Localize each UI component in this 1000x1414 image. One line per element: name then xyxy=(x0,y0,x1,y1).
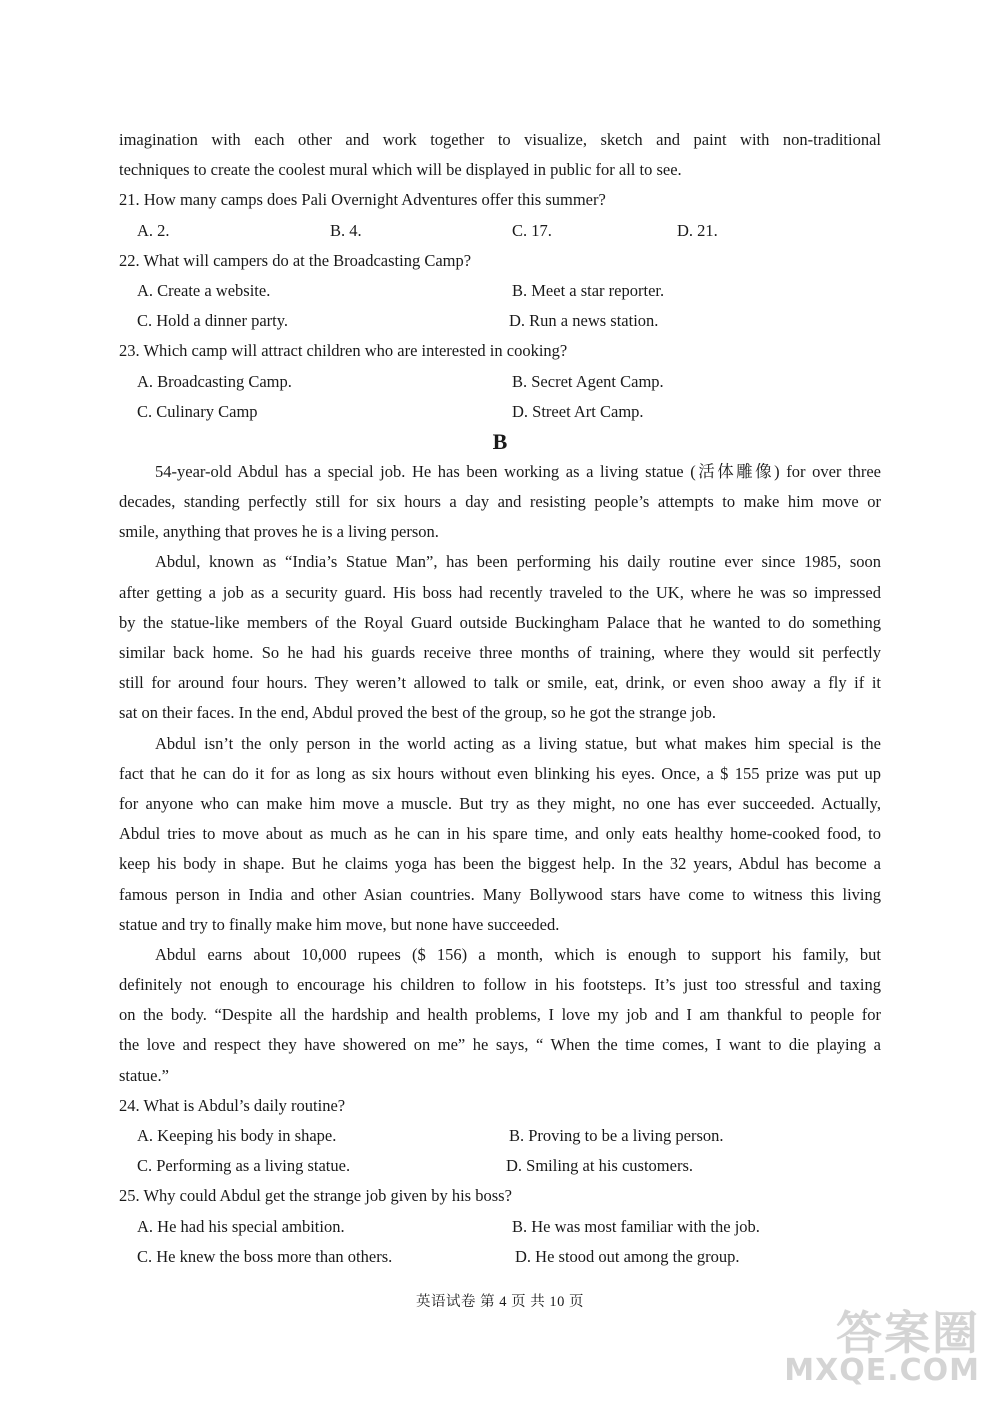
watermark-logo xyxy=(784,1306,980,1388)
watermark-en: MXQE.COM xyxy=(784,1353,980,1388)
text-line: fact that he can do it for as long as six hours without even blinking his eyes. Once, a $ 155 prize was put up xyxy=(119,763,881,783)
watermark-cn: 答案圈 xyxy=(836,1306,980,1360)
option-row xyxy=(119,397,881,427)
question-stem: 22. What will campers do at the Broadcasting Camp? xyxy=(119,250,472,270)
option-row xyxy=(119,306,881,336)
option-b: B. Meet a star reporter. xyxy=(512,280,665,300)
passage-b xyxy=(119,457,881,1091)
text-line: keep his body in shape. But he claims yoga has been the biggest help. In the 32 years, Abdul has become a xyxy=(119,854,881,874)
text-line: definitely not enough to encourage his children to follow in his footsteps. It’s just too stressful and taxing xyxy=(119,975,881,995)
question-stem: 21. How many camps does Pali Overnight Adventures offer this summer? xyxy=(119,190,606,210)
option-row xyxy=(119,1151,881,1181)
option-a: A. Create a website. xyxy=(137,280,271,300)
question-stem: 24. What is Abdul’s daily routine? xyxy=(119,1095,346,1115)
text-line: Abdul isn’t the only person in the world acting as a living statue, but what makes him special is the xyxy=(155,733,881,753)
text-line: similar back home. So he had his guards receive three months of training, where they would sit perfectly xyxy=(119,643,881,662)
question-22 xyxy=(119,246,881,337)
option-c: C. He knew the boss more than others. xyxy=(137,1246,393,1266)
option-row xyxy=(119,1242,881,1272)
option-b: B. Secret Agent Camp. xyxy=(512,371,664,391)
text-line: Abdul tries to move about as much as he can in his spare time, and only eats healthy home-cooked food, to xyxy=(119,824,881,844)
text-line: Abdul, known as “India’s Statue Man”, has been performing his daily routine ever since 1985, soon xyxy=(155,552,881,572)
text-line: 54-year-old Abdul has a special job. He has been working as a living statue (活体雕像) for over three xyxy=(155,461,881,481)
option-row xyxy=(119,367,881,397)
text-line: sat on their faces. In the end, Abdul proved the best of the group, so he got the strange job. xyxy=(119,703,717,723)
option-c: C. 17. xyxy=(512,220,552,240)
text-line: Abdul earns about 10,000 rupees ($ 156) a month, which is enough to support his family, but xyxy=(155,944,881,964)
text-line: famous person in India and other Asian countries. Many Bollywood stars have come to witness this living xyxy=(119,884,881,904)
option-a: A. Broadcasting Camp. xyxy=(137,371,292,391)
text-line: for anyone who can make him move a muscle. But try as they might, no one has ever succeeded. Actually, xyxy=(119,793,881,813)
option-d: D. Run a news station. xyxy=(509,311,659,331)
question-stem: 25. Why could Abdul get the strange job given by his boss? xyxy=(119,1186,512,1206)
option-a: A. Keeping his body in shape. xyxy=(137,1126,337,1145)
text-line: statue and try to finally make him move, but none have succeeded. xyxy=(119,914,560,934)
option-c: C. Culinary Camp xyxy=(137,401,258,421)
passage-a-ending xyxy=(119,125,881,185)
option-c: C. Hold a dinner party. xyxy=(137,311,289,331)
paragraph xyxy=(119,940,881,1091)
option-b: B. 4. xyxy=(330,220,362,240)
option-b: B. Proving to be a living person. xyxy=(509,1126,724,1145)
option-d: D. He stood out among the group. xyxy=(515,1246,740,1266)
option-a: A. He had his special ambition. xyxy=(137,1216,345,1236)
section-title: B xyxy=(492,428,508,454)
option-row xyxy=(119,276,881,306)
paragraph xyxy=(119,729,881,940)
option-d: D. Smiling at his customers. xyxy=(506,1156,693,1176)
question-21 xyxy=(119,185,881,245)
paragraph xyxy=(119,547,881,728)
text-line: on the body. “Despite all the hardship and health problems, I love my job and I am thankful to people for xyxy=(119,1005,881,1025)
text-line: after getting a job as a security guard. His boss had recently traveled to the UK, where he was so impressed xyxy=(119,582,881,602)
question-23 xyxy=(119,336,881,427)
exam-page xyxy=(119,125,881,1272)
option-row xyxy=(119,1212,881,1242)
text-line: the love and respect they have showered on me” he says, “ When the time comes, I want to die playing a xyxy=(119,1035,881,1055)
option-a: A. 2. xyxy=(137,220,170,240)
question-24 xyxy=(119,1091,881,1182)
option-c: C. Performing as a living statue. xyxy=(137,1156,351,1176)
text-line: imagination with each other and work together to visualize, sketch and paint with non-traditional xyxy=(119,130,881,149)
option-d: D. 21. xyxy=(677,220,718,240)
text-line: still for around four hours. They weren’t allowed to talk or smile, eat, drink, or even shoo away a fly if it xyxy=(119,673,881,693)
page-footer: 英语试卷 第 4 页 共 10 页 xyxy=(416,1294,584,1310)
question-25 xyxy=(119,1181,881,1272)
text-line: decades, standing perfectly still for six hours a day and resisting people’s attempts to make him move or xyxy=(119,492,881,512)
option-d: D. Street Art Camp. xyxy=(512,401,644,421)
option-b: B. He was most familiar with the job. xyxy=(512,1216,760,1236)
option-row xyxy=(119,1121,881,1151)
paragraph xyxy=(119,457,881,548)
text-line: statue.” xyxy=(119,1065,169,1085)
text-line: techniques to create the coolest mural which will be displayed in public for all to see. xyxy=(119,160,682,180)
text-line: smile, anything that proves he is a living person. xyxy=(119,522,439,542)
question-stem: 23. Which camp will attract children who are interested in cooking? xyxy=(119,341,568,361)
option-row xyxy=(119,216,881,246)
text-line: by the statue-like members of the Royal Guard outside Buckingham Palace that he wanted to do something xyxy=(119,612,881,632)
